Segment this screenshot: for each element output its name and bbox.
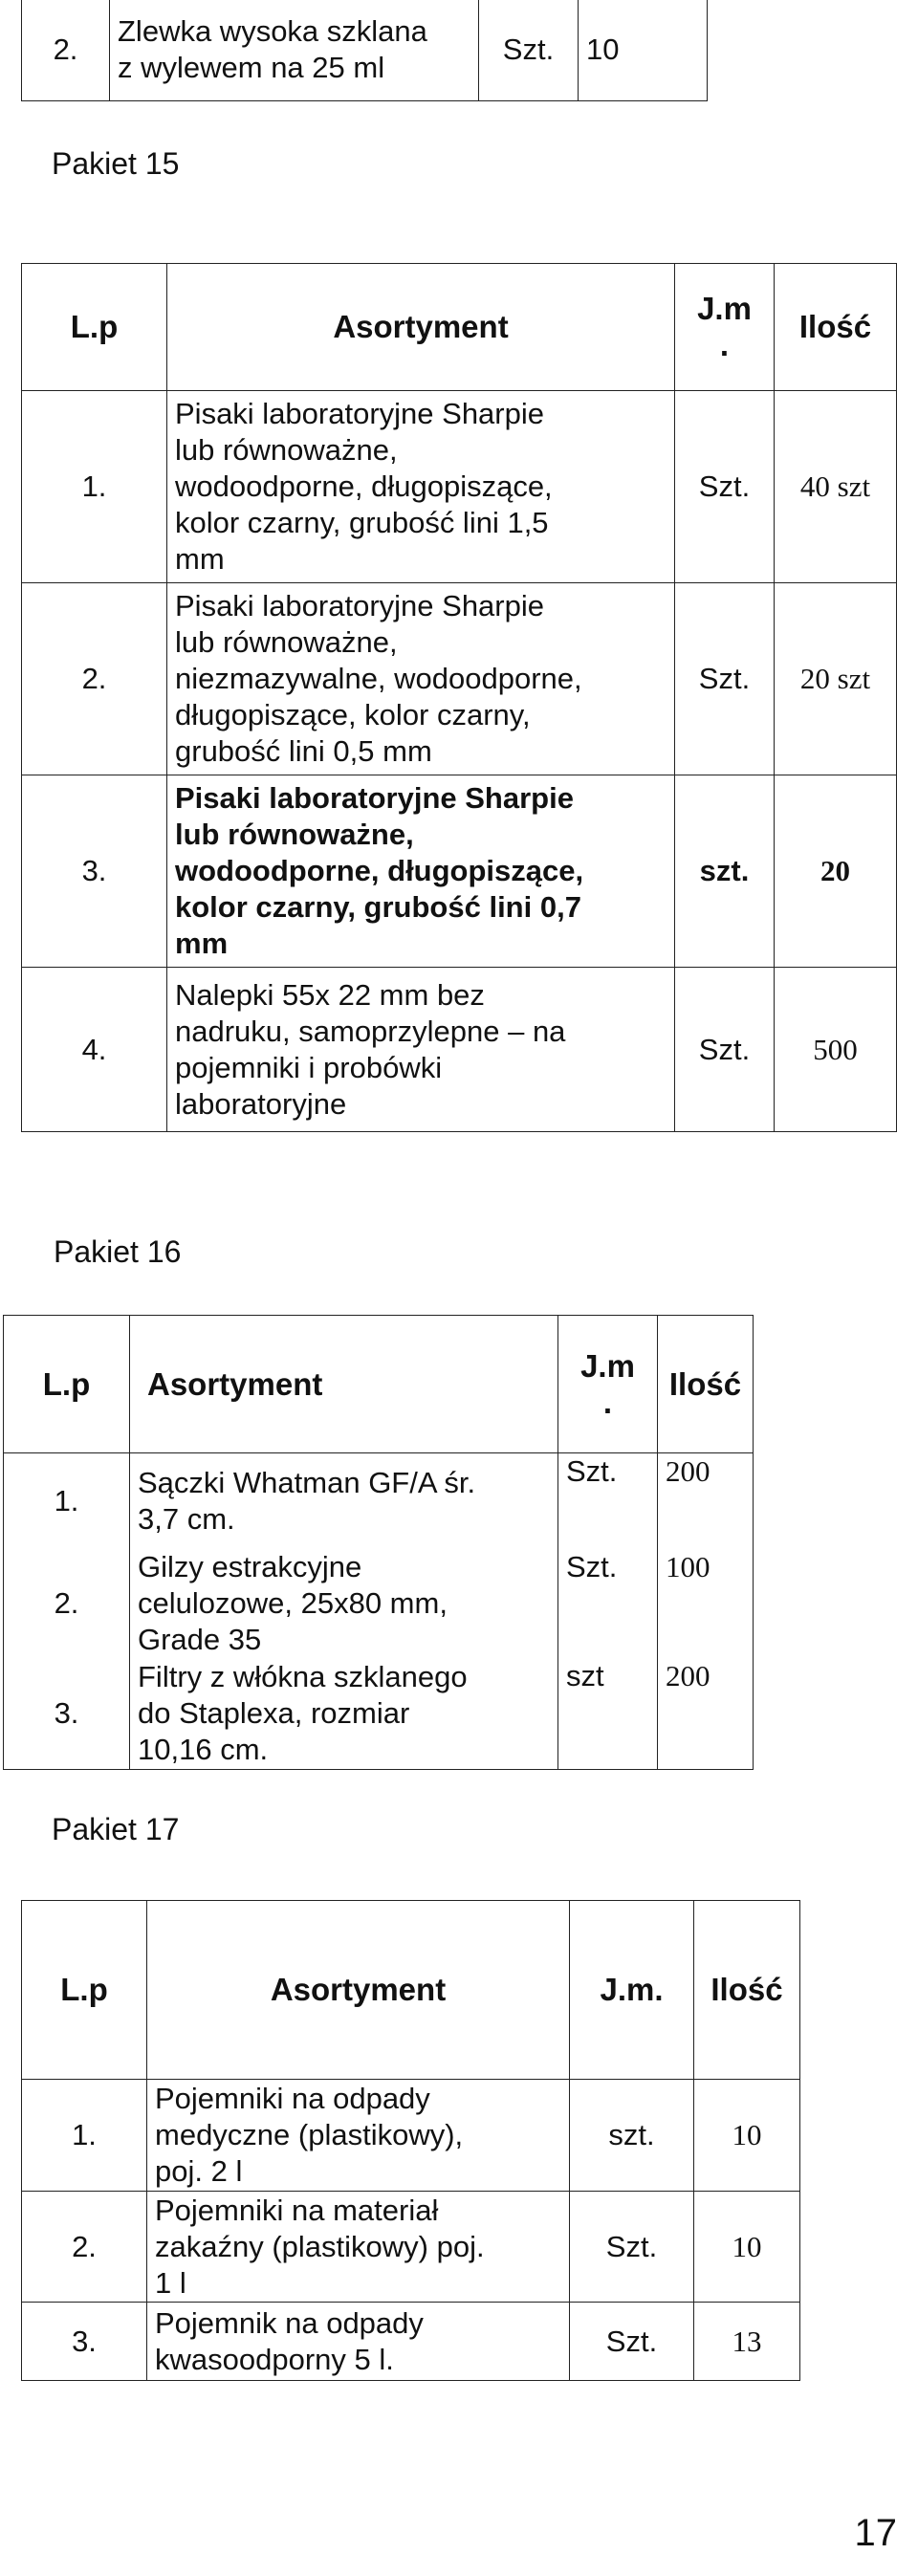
ilosc-cell: 10: [694, 2080, 800, 2192]
table-row: [4, 1658, 754, 1770]
header-lp: L.p: [4, 1316, 130, 1453]
jm-cell: szt: [558, 1658, 658, 1770]
pakiet15-title: Pakiet 15: [52, 146, 180, 181]
ilosc-cell: 10: [579, 0, 708, 101]
header-row: [22, 264, 897, 391]
pakiet15-table: [21, 263, 897, 1132]
asortyment-cell: Pojemnik na odpady kwasoodporny 5 l.: [147, 2303, 570, 2381]
asortyment-cell: Pojemniki na materiał zakaźny (plastikowy) poj. 1 l: [147, 2192, 570, 2303]
header-asortyment: Asortyment: [130, 1316, 558, 1453]
pakiet16-table: [3, 1315, 754, 1770]
table-row: [22, 775, 897, 968]
ilosc-cell: 10: [694, 2192, 800, 2303]
jm-cell: Szt.: [675, 391, 775, 583]
lp-cell: 2.: [22, 2192, 147, 2303]
table-row: [22, 2080, 800, 2192]
jm-cell: szt.: [675, 775, 775, 968]
page-number: 17: [854, 2512, 897, 2554]
table-row: [22, 391, 897, 583]
table-row: [22, 0, 708, 101]
asortyment-cell: Nalepki 55x 22 mm bez nadruku, samoprzylepne – na pojemniki i probówki laboratoryjne: [167, 968, 675, 1132]
jm-cell: szt.: [570, 2080, 694, 2192]
pakiet17-table: [21, 1900, 800, 2381]
ilosc-cell: 20: [775, 775, 897, 968]
table-row: [22, 2192, 800, 2303]
table-row: [4, 1549, 754, 1658]
asortyment-cell: Gilzy estrakcyjne celulozowe, 25x80 mm, Grade 35: [130, 1549, 558, 1658]
jm-cell: Szt.: [558, 1453, 658, 1549]
pakiet16-title: Pakiet 16: [54, 1234, 182, 1269]
header-ilosc: Ilość: [658, 1316, 754, 1453]
header-asortyment: Asortyment: [147, 1901, 570, 2080]
ilosc-cell: 200: [658, 1453, 754, 1549]
lp-cell: 2.: [22, 0, 110, 101]
jm-cell: Szt.: [570, 2192, 694, 2303]
header-jm: J.m.: [570, 1901, 694, 2080]
header-jm: J.m .: [675, 264, 775, 391]
lp-cell: 3.: [4, 1658, 130, 1770]
asortyment-cell: Zlewka wysoka szklana z wylewem na 25 ml: [110, 0, 479, 101]
asortyment-cell: Filtry z włókna szklanego do Staplexa, rozmiar 10,16 cm.: [130, 1658, 558, 1770]
lp-cell: 3.: [22, 2303, 147, 2381]
lp-cell: 1.: [4, 1453, 130, 1549]
lp-cell: 2.: [4, 1549, 130, 1658]
jm-cell: Szt.: [570, 2303, 694, 2381]
ilosc-cell: 100: [658, 1549, 754, 1658]
lp-cell: 1.: [22, 2080, 147, 2192]
table-row: [22, 968, 897, 1132]
asortyment-cell: Pisaki laboratoryjne Sharpie lub równoważne, wodoodporne, długopiszące, kolor czarny, grubość lini 0,7 mm: [167, 775, 675, 968]
header-ilosc: Ilość: [775, 264, 897, 391]
asortyment-cell: Pisaki laboratoryjne Sharpie lub równoważne, niezmazywalne, wodoodporne, długopiszące, kolor czarny, grubość lini 0,5 mm: [167, 583, 675, 775]
header-row: [22, 1901, 800, 2080]
table-row: [22, 583, 897, 775]
ilosc-cell: 40 szt: [775, 391, 897, 583]
jm-cell: Szt.: [675, 968, 775, 1132]
table-row: [4, 1453, 754, 1549]
asortyment-cell: Pojemniki na odpady medyczne (plastikowy), poj. 2 l: [147, 2080, 570, 2192]
header-jm: J.m .: [558, 1316, 658, 1453]
jm-cell: Szt.: [675, 583, 775, 775]
header-ilosc: Ilość: [694, 1901, 800, 2080]
ilosc-cell: 13: [694, 2303, 800, 2381]
header-lp: L.p: [22, 264, 167, 391]
header-asortyment: Asortyment: [167, 264, 675, 391]
ilosc-cell: 500: [775, 968, 897, 1132]
asortyment-cell: Pisaki laboratoryjne Sharpie lub równoważne, wodoodporne, długopiszące, kolor czarny, grubość lini 1,5 mm: [167, 391, 675, 583]
ilosc-cell: 200: [658, 1658, 754, 1770]
pakiet17-title: Pakiet 17: [52, 1812, 180, 1846]
header-row: [4, 1316, 754, 1453]
asortyment-cell: Sączki Whatman GF/A śr. 3,7 cm.: [130, 1453, 558, 1549]
header-lp: L.p: [22, 1901, 147, 2080]
table-row: [22, 2303, 800, 2381]
lp-cell: 2.: [22, 583, 167, 775]
jm-cell: Szt.: [558, 1549, 658, 1658]
lp-cell: 1.: [22, 391, 167, 583]
lp-cell: 3.: [22, 775, 167, 968]
top-table: [21, 0, 708, 101]
jm-cell: Szt.: [479, 0, 579, 101]
lp-cell: 4.: [22, 968, 167, 1132]
ilosc-cell: 20 szt: [775, 583, 897, 775]
